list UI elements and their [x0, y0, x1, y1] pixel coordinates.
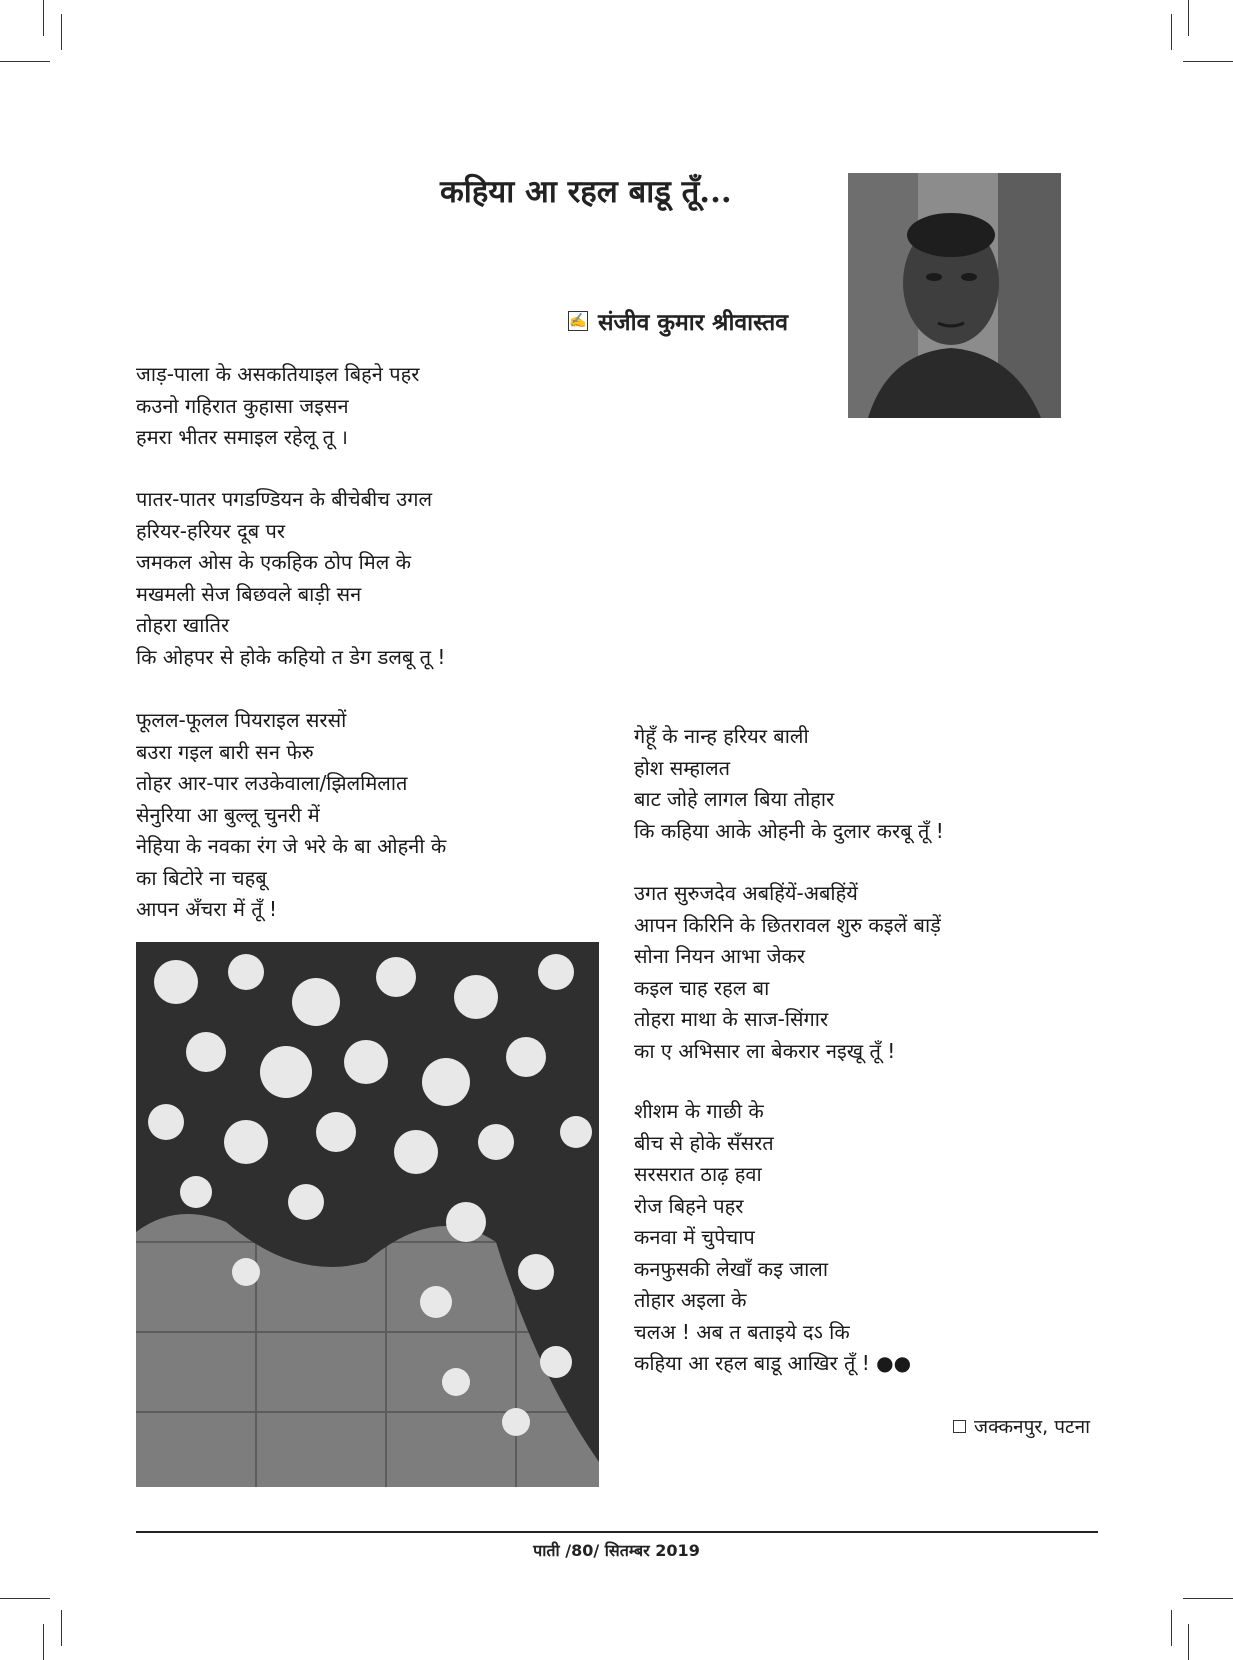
poem-line: बाट जोहे लागल बिया तोहार: [634, 787, 835, 811]
crop-mark: [1171, 14, 1172, 50]
footer-rule: [136, 1531, 1098, 1533]
stanza-right-3: [634, 1096, 911, 1380]
poem-line: तोहार अइला के: [634, 1288, 747, 1312]
crop-mark: [1171, 1610, 1172, 1646]
stanza-left-2: [136, 484, 445, 673]
poem-line: शीशम के गाछी के: [634, 1099, 764, 1123]
stanza-left-3: [136, 705, 446, 926]
poem-line: का बिटोरे ना चहबू: [136, 865, 267, 890]
pen-icon: ✍: [569, 313, 587, 329]
author-photo: [848, 173, 1061, 418]
poem-line: रोज बिहने पहर: [634, 1193, 744, 1218]
crop-mark: [0, 61, 50, 62]
poem-line: हरियर-हरियर दूब पर: [136, 518, 286, 543]
author-name: संजीव कुमार श्रीवास्तव: [598, 309, 788, 336]
poem-line: नेहिया के नवका रंग जे भरे के बा ओहनी के: [136, 834, 447, 858]
poem-line: तोहरा खातिर: [136, 613, 230, 637]
poem-line: उगत सुरुजदेव अबहिंयें-अबहिंयें: [634, 881, 858, 905]
poem-line: सोना नियन आभा जेकर: [634, 944, 806, 968]
poem-line: हमरा भीतर समाइल रहेलू तू ।: [136, 425, 348, 449]
poem-line: आपन अँचरा में तूँ !: [136, 897, 278, 921]
poem-line: तोहर आर-पार लउकेवाला/झिलमिलात: [136, 771, 408, 795]
crop-mark: [61, 14, 62, 50]
poem-line: कउनो गहिरात कुहासा जइसन: [136, 393, 349, 418]
poem-line: कनफुसकी लेखाँ कइ जाला: [634, 1256, 829, 1281]
poem-line: मखमली सेज बिछवले बाड़ी सन: [136, 581, 362, 606]
crop-mark: [1188, 1624, 1189, 1660]
square-bullet-icon: [953, 1420, 966, 1433]
poem-line: कि कहिया आके ओहनी के दुलार करबू तूँ !: [634, 818, 944, 843]
poem-line: बीच से होके सँसरत: [634, 1130, 774, 1155]
crop-mark: [1183, 1598, 1233, 1599]
stanza-right-2: [634, 878, 941, 1067]
poem-line: गेहूँ के नान्ह हरियर बाली: [634, 724, 809, 748]
poem-line: आपन किरिनि के छितरावल शुरु कइलें बाड़ें: [634, 912, 941, 937]
poem-line: बउरा गइल बारी सन फेरु: [136, 739, 314, 764]
poem-line: कनवा में चुपेचाप: [634, 1225, 755, 1249]
poem-line: पातर-पातर पगडण्डियन के बीचेबीच उगल: [136, 487, 433, 511]
crop-mark: [1188, 0, 1189, 36]
poem-line: कहिया आ रहल बाडू आखिर तूँ ! ●●: [634, 1351, 912, 1375]
author-byline: [568, 303, 788, 339]
poem-line: जाड़-पाला के असकतियाइल बिहने पहर: [136, 362, 420, 386]
poem-line: का ए अभिसार ला बेकरार नइखू तूँ !: [634, 1038, 896, 1063]
poem-line: तोहरा माथा के साज-सिंगार: [634, 1007, 829, 1031]
crop-mark: [43, 1624, 44, 1660]
location-text: जक्कनपुर, पटना: [974, 1416, 1091, 1438]
author-location: [953, 1412, 1090, 1440]
poem-line: कि ओहपर से होके कहियो त डेग डलबू तू !: [136, 644, 446, 669]
stanza-left-1: [136, 359, 419, 454]
poem-line: सेनुरिया आ बुल्लू चुनरी में: [136, 802, 320, 827]
stanza-right-1: [634, 721, 944, 847]
poem-line: कइल चाह रहल बा: [634, 975, 770, 1000]
crop-mark: [0, 1598, 50, 1599]
poem-line: सरसरात ठाढ़ हवा: [634, 1162, 762, 1186]
poem-title: कहिया आ रहल बाडू तूँ...: [440, 174, 732, 210]
crop-mark: [1183, 61, 1233, 62]
poem-line: चलअ ! अब त बताइये दऽ कि: [634, 1319, 850, 1344]
crop-mark: [61, 1610, 62, 1646]
page-footer: पाती /80/ सितम्बर 2019: [533, 1541, 700, 1560]
crop-mark: [43, 0, 44, 36]
flower-photo: [136, 942, 599, 1487]
poem-line: फूलल-फूलल पियराइल सरसों: [136, 708, 347, 732]
poem-line: जमकल ओस के एकहिक ठोप मिल के: [136, 550, 412, 574]
poem-line: होश सम्हालत: [634, 755, 731, 780]
